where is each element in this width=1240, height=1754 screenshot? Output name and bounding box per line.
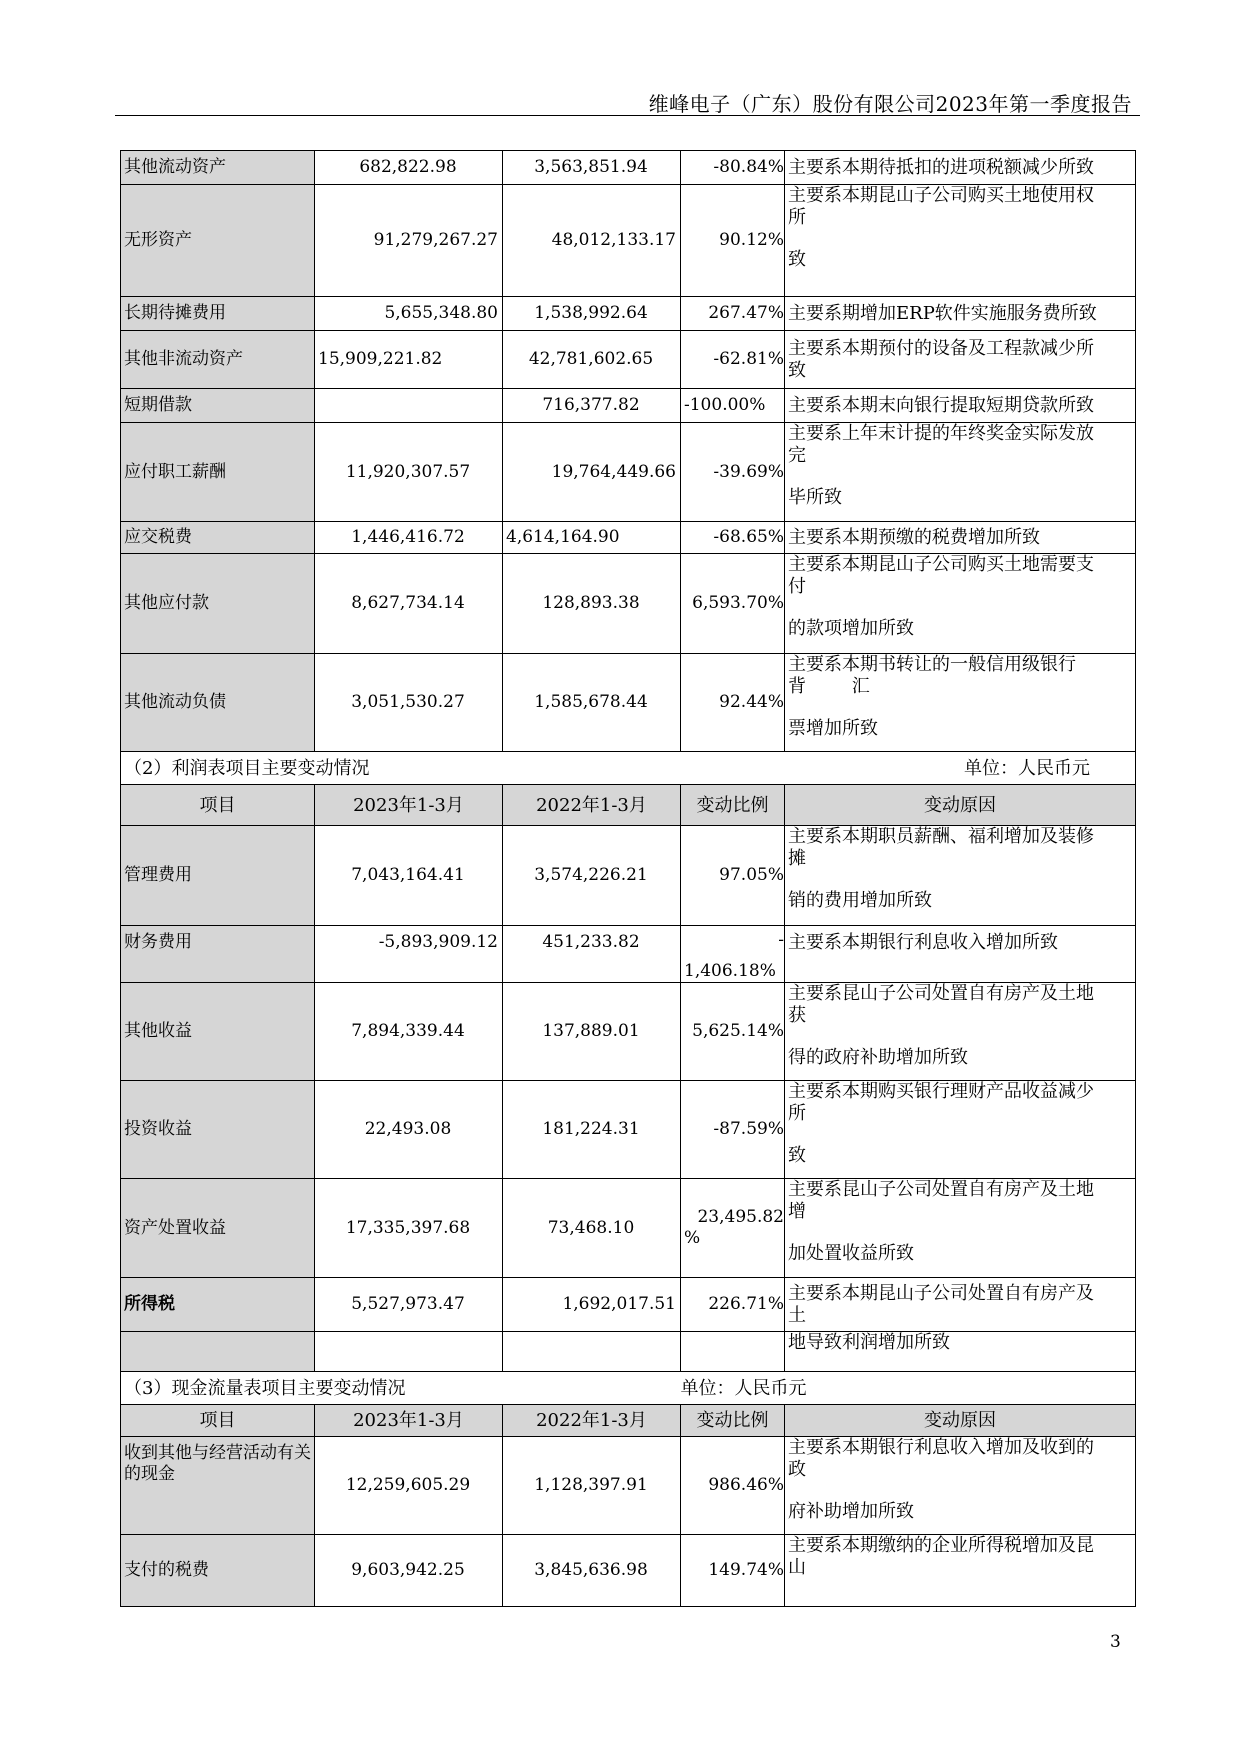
current-value — [315, 1332, 503, 1372]
row-item: 应交税费 — [121, 522, 315, 554]
row-item: 短期借款 — [121, 389, 315, 423]
change-ratio: 90.12% — [681, 185, 785, 297]
current-value: 5,655,348.80 — [315, 297, 503, 331]
change-ratio: 97.05% — [681, 826, 785, 926]
row-item: 其他收益 — [121, 983, 315, 1081]
table-row — [121, 826, 1136, 926]
change-reason: 主要系昆山子公司处置自有房产及土地 增 加处置收益所致 — [785, 1179, 1136, 1278]
change-reason: 主要系本期昆山子公司购买土地使用权 所 致 — [785, 185, 1136, 297]
previous-value: 4,614,164.90 — [503, 522, 681, 554]
header-rule — [115, 115, 1140, 116]
column-header-row — [121, 785, 1136, 826]
row-item: 财务费用 — [121, 926, 315, 983]
page-number: 3 — [1110, 1632, 1121, 1652]
previous-value: 716,377.82 — [503, 389, 681, 423]
previous-value — [503, 1332, 681, 1372]
change-reason: 主要系本期书转让的一般信用级银行 背 汇 票增加所致 — [785, 654, 1136, 752]
change-ratio: - 1,406.18% — [681, 926, 785, 983]
previous-value: 1,538,992.64 — [503, 297, 681, 331]
row-item: 应付职工薪酬 — [121, 423, 315, 522]
column-header-row — [121, 1405, 1136, 1437]
table-row — [121, 151, 1136, 185]
col-header-previous: 2022年1-3月 — [503, 1405, 681, 1437]
change-ratio: 149.74% — [681, 1535, 785, 1607]
table-row — [121, 1437, 1136, 1535]
change-reason: 主要系本期待抵扣的进项税额减少所致 — [785, 151, 1136, 185]
table-row — [121, 983, 1136, 1081]
report-header: 维峰电子（广东）股份有限公司2023年第一季度报告 — [648, 92, 1132, 116]
change-ratio: 92.44% — [681, 654, 785, 752]
table-row — [121, 1179, 1136, 1278]
change-reason: 主要系本期预缴的税费增加所致 — [785, 522, 1136, 554]
previous-value: 128,893.38 — [503, 554, 681, 654]
col-header-item: 项目 — [121, 785, 315, 826]
change-ratio: 6,593.70% — [681, 554, 785, 654]
previous-value: 48,012,133.17 — [503, 185, 681, 297]
current-value: 91,279,267.27 — [315, 185, 503, 297]
col-header-previous: 2022年1-3月 — [503, 785, 681, 826]
current-value: 12,259,605.29 — [315, 1437, 503, 1535]
change-ratio: -62.81% — [681, 331, 785, 389]
current-value: 22,493.08 — [315, 1081, 503, 1179]
current-value: 5,527,973.47 — [315, 1278, 503, 1332]
row-item: 长期待摊费用 — [121, 297, 315, 331]
col-header-current: 2023年1-3月 — [315, 1405, 503, 1437]
previous-value: 1,128,397.91 — [503, 1437, 681, 1535]
unit-label: 单位：人民币元 — [681, 752, 1136, 785]
current-value: 11,920,307.57 — [315, 423, 503, 522]
previous-value: 73,468.10 — [503, 1179, 681, 1278]
previous-value: 451,233.82 — [503, 926, 681, 983]
row-item: 管理费用 — [121, 826, 315, 926]
col-header-ratio: 变动比例 — [681, 1405, 785, 1437]
current-value: -5,893,909.12 — [315, 926, 503, 983]
change-reason: 主要系本期昆山子公司处置自有房产及 土 — [785, 1278, 1136, 1332]
row-item: 其他流动负债 — [121, 654, 315, 752]
table-row — [121, 297, 1136, 331]
table-row — [121, 1535, 1136, 1607]
previous-value: 3,563,851.94 — [503, 151, 681, 185]
row-item: 支付的税费 — [121, 1535, 315, 1607]
table-row — [121, 554, 1136, 654]
change-ratio: -80.84% — [681, 151, 785, 185]
col-header-current: 2023年1-3月 — [315, 785, 503, 826]
change-ratio: 226.71% — [681, 1278, 785, 1332]
section-title: （2）利润表项目主要变动情况 — [121, 752, 681, 785]
current-value: 7,894,339.44 — [315, 983, 503, 1081]
table-row — [121, 185, 1136, 297]
change-reason: 主要系本期缴纳的企业所得税增加及昆 山 — [785, 1535, 1136, 1607]
section-title-row — [121, 752, 1136, 785]
col-header-ratio: 变动比例 — [681, 785, 785, 826]
table-row — [121, 522, 1136, 554]
change-reason: 主要系上年末计提的年终奖金实际发放 完 毕所致 — [785, 423, 1136, 522]
section-title-row — [121, 1372, 1136, 1405]
previous-value: 42,781,602.65 — [503, 331, 681, 389]
row-item: 其他应付款 — [121, 554, 315, 654]
row-item — [121, 1332, 315, 1372]
table-row — [121, 1332, 1136, 1372]
change-reason: 主要系本期末向银行提取短期贷款所致 — [785, 389, 1136, 423]
change-ratio: -68.65% — [681, 522, 785, 554]
table-row — [121, 331, 1136, 389]
change-reason: 主要系本期职员薪酬、福利增加及装修 摊 销的费用增加所致 — [785, 826, 1136, 926]
row-item: 收到其他与经营活动有关的现金 — [121, 1437, 315, 1535]
previous-value: 181,224.31 — [503, 1081, 681, 1179]
previous-value: 3,574,226.21 — [503, 826, 681, 926]
current-value: 682,822.98 — [315, 151, 503, 185]
change-ratio: -100.00% — [681, 389, 785, 423]
current-value: 15,909,221.82 — [315, 331, 503, 389]
change-reason: 地导致利润增加所致 — [785, 1332, 1136, 1372]
change-reason: 主要系本期购买银行理财产品收益减少 所 致 — [785, 1081, 1136, 1179]
change-ratio: 5,625.14% — [681, 983, 785, 1081]
previous-value: 19,764,449.66 — [503, 423, 681, 522]
current-value: 9,603,942.25 — [315, 1535, 503, 1607]
table-row — [121, 1081, 1136, 1179]
current-value: 1,446,416.72 — [315, 522, 503, 554]
change-ratio: -87.59% — [681, 1081, 785, 1179]
row-item: 其他非流动资产 — [121, 331, 315, 389]
change-reason: 主要系本期预付的设备及工程款减少所 致 — [785, 331, 1136, 389]
previous-value: 1,585,678.44 — [503, 654, 681, 752]
current-value — [315, 389, 503, 423]
change-ratio — [681, 1332, 785, 1372]
col-header-reason: 变动原因 — [785, 1405, 1136, 1437]
section-title: （3）现金流量表项目主要变动情况 — [121, 1372, 681, 1405]
col-header-item: 项目 — [121, 1405, 315, 1437]
row-item: 投资收益 — [121, 1081, 315, 1179]
change-reason: 主要系本期银行利息收入增加及收到的 政 府补助增加所致 — [785, 1437, 1136, 1535]
financial-change-table — [120, 150, 1136, 1607]
change-ratio: 267.47% — [681, 297, 785, 331]
current-value: 8,627,734.14 — [315, 554, 503, 654]
row-item: 其他流动资产 — [121, 151, 315, 185]
change-ratio: 23,495.82 % — [681, 1179, 785, 1278]
change-reason: 主要系本期银行利息收入增加所致 — [785, 926, 1136, 983]
current-value: 17,335,397.68 — [315, 1179, 503, 1278]
table-row — [121, 389, 1136, 423]
row-item: 无形资产 — [121, 185, 315, 297]
previous-value: 137,889.01 — [503, 983, 681, 1081]
change-ratio: -39.69% — [681, 423, 785, 522]
previous-value: 3,845,636.98 — [503, 1535, 681, 1607]
change-reason: 主要系昆山子公司处置自有房产及土地 获 得的政府补助增加所致 — [785, 983, 1136, 1081]
unit-label: 单位：人民币元 — [681, 1372, 1136, 1405]
row-item: 所得税 — [121, 1278, 315, 1332]
previous-value: 1,692,017.51 — [503, 1278, 681, 1332]
table-row — [121, 926, 1136, 983]
row-item: 资产处置收益 — [121, 1179, 315, 1278]
change-ratio: 986.46% — [681, 1437, 785, 1535]
table-row — [121, 423, 1136, 522]
change-reason: 主要系本期昆山子公司购买土地需要支 付 的款项增加所致 — [785, 554, 1136, 654]
table-row — [121, 1278, 1136, 1332]
table-row — [121, 654, 1136, 752]
change-reason: 主要系期增加ERP软件实施服务费所致 — [785, 297, 1136, 331]
current-value: 7,043,164.41 — [315, 826, 503, 926]
current-value: 3,051,530.27 — [315, 654, 503, 752]
col-header-reason: 变动原因 — [785, 785, 1136, 826]
